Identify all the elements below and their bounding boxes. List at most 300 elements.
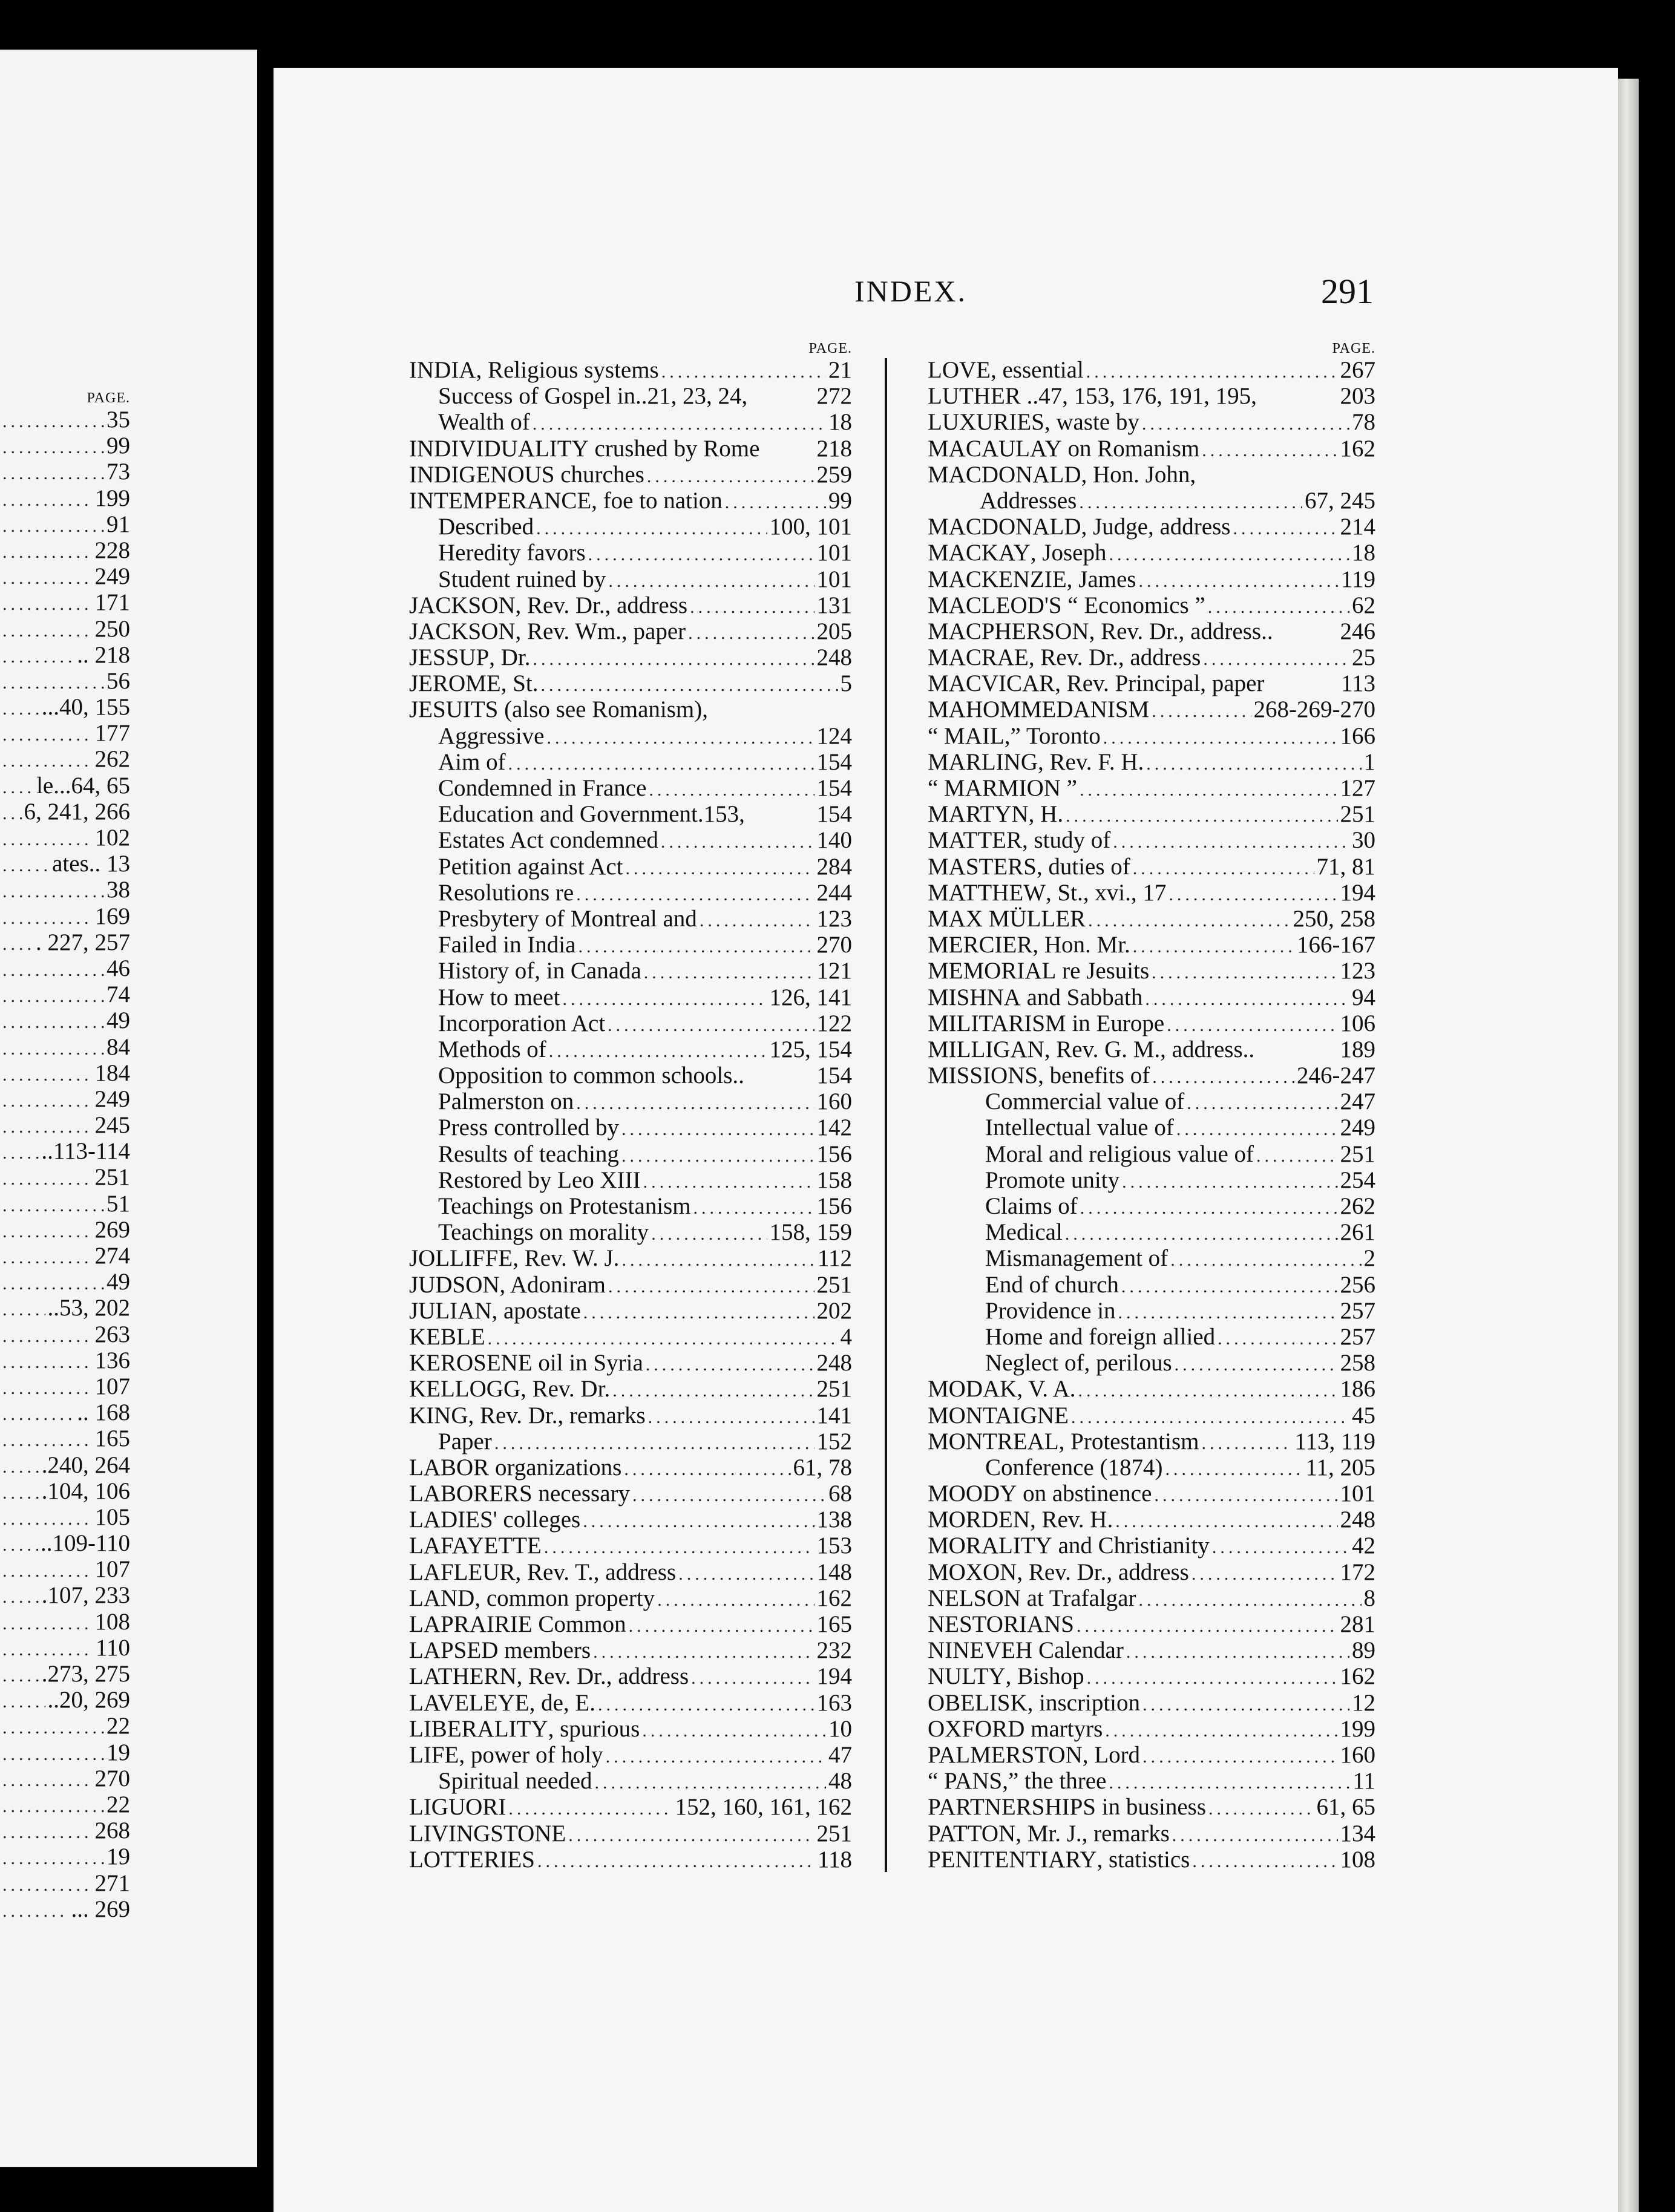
- entry-label: [409, 436, 759, 462]
- index-column-middle: [409, 340, 852, 1873]
- fragment-text: .. 218: [77, 641, 130, 668]
- index-entry: [409, 696, 852, 722]
- index-entry-fragment: [0, 981, 130, 1007]
- index-entry-fragment: [0, 1765, 130, 1792]
- entry-text: , V. A.: [1017, 1376, 1076, 1402]
- entry-heading: LAFLEUR: [409, 1559, 516, 1585]
- index-entry: [409, 409, 852, 435]
- index-entry-fragment: [0, 1399, 130, 1425]
- fragment-text: 263: [94, 1321, 130, 1347]
- fragment-text: 169: [94, 903, 130, 929]
- entry-label: [409, 488, 723, 514]
- index-entry: [409, 984, 852, 1010]
- fragment-text: 136: [94, 1347, 130, 1373]
- entry-label: [928, 1663, 1084, 1689]
- entry-page-ref: 160: [816, 1088, 852, 1115]
- dot-leader: [2, 1819, 93, 1844]
- index-entry: [928, 1219, 1375, 1245]
- dot-leader: [1172, 1822, 1338, 1847]
- index-entry-fragment: [0, 563, 130, 589]
- fragment-text: 107: [94, 1373, 130, 1399]
- entry-text: Success of Gospel in..21, 23, 24,: [438, 383, 748, 410]
- dot-leader: [2, 1532, 38, 1556]
- index-entry-fragment: [0, 1060, 130, 1086]
- fragment-text: 108: [94, 1608, 130, 1635]
- entry-text: Presbytery of Montreal and: [438, 905, 697, 932]
- entry-page-ref: 251: [816, 1820, 852, 1847]
- entry-text: , St.: [500, 670, 539, 697]
- entry-heading: MILITARISM: [928, 1010, 1066, 1036]
- dot-leader: [1118, 1300, 1338, 1324]
- index-entry-fragment: [0, 1635, 130, 1661]
- entry-text: , duties of: [1036, 853, 1130, 880]
- entry-heading: PALMERSTON: [928, 1741, 1083, 1768]
- index-entry: [409, 1036, 852, 1062]
- fragment-text: 251: [94, 1164, 130, 1191]
- entry-text: Student ruined by: [438, 566, 606, 592]
- dot-leader: [533, 411, 826, 435]
- index-entry-fragment: [0, 746, 130, 772]
- entry-text: necessary: [532, 1481, 631, 1507]
- index-entry: [928, 1507, 1375, 1533]
- entry-text: (also see Romanism),: [498, 696, 708, 723]
- dot-leader: [1087, 1665, 1338, 1689]
- entry-label: [409, 1114, 619, 1140]
- entry-text: and Christianity: [1052, 1533, 1210, 1559]
- index-entry: [409, 1245, 852, 1271]
- dot-leader: [2, 1637, 93, 1661]
- entry-text: , Religious systems: [476, 357, 659, 383]
- dot-leader: [1138, 568, 1338, 592]
- entry-heading: “ PANS: [928, 1768, 1003, 1795]
- entry-heading: MASTERS: [928, 853, 1037, 880]
- entry-text: , common property: [474, 1585, 655, 1611]
- index-entry: [928, 1847, 1375, 1873]
- dot-leader: [649, 777, 814, 801]
- entry-label: [928, 1533, 1210, 1559]
- entry-label: [409, 1324, 485, 1350]
- dot-leader: [1088, 908, 1290, 932]
- dot-leader: [2, 1245, 93, 1269]
- index-entry-fragment: [0, 668, 130, 694]
- entry-page-ref: 154: [816, 801, 852, 828]
- dot-leader: [657, 1587, 814, 1611]
- fragment-text: 262: [94, 746, 130, 773]
- index-entry: [409, 1402, 852, 1428]
- index-entry: [409, 827, 852, 853]
- entry-text: How to meet: [438, 984, 560, 1010]
- dot-leader: [2, 1689, 45, 1713]
- index-entry: [409, 854, 852, 880]
- entry-page-ref: 134: [1340, 1820, 1375, 1847]
- entry-page-ref: 1: [1363, 748, 1375, 775]
- dot-leader: [621, 1116, 815, 1140]
- entry-text: Aggressive: [438, 722, 545, 749]
- entry-text: , St., xvi., 17: [1045, 879, 1167, 906]
- dot-leader: [1169, 882, 1337, 906]
- index-entry: [928, 906, 1375, 932]
- index-entry: [409, 1585, 852, 1611]
- fragment-text: 91: [107, 511, 130, 537]
- entry-page-ref: 248: [816, 1350, 852, 1376]
- index-entry: [928, 1559, 1375, 1585]
- index-entry: [409, 1663, 852, 1689]
- entry-page-ref: 125, 154: [769, 1036, 852, 1062]
- entry-label: [409, 932, 575, 958]
- dot-leader: [540, 672, 838, 696]
- index-entry: [928, 984, 1375, 1010]
- index-entry: [928, 592, 1375, 618]
- entry-page-ref: 154: [816, 1062, 852, 1089]
- entry-heading: JEROME: [409, 670, 501, 697]
- entry-text: crushed by Rome: [588, 435, 760, 462]
- entry-page-ref: 249: [1340, 1114, 1375, 1141]
- index-entry-fragment: [0, 1452, 130, 1478]
- dot-leader: [1133, 934, 1294, 958]
- entry-page-ref: 166-167: [1297, 932, 1375, 958]
- fragment-text: ... 269: [71, 1896, 130, 1922]
- entry-label: [928, 1298, 1116, 1324]
- entry-heading: “ MARMION: [928, 775, 1061, 801]
- entry-text: re Jesuits: [1056, 958, 1150, 984]
- entry-page-ref: 254: [1340, 1167, 1375, 1193]
- entry-label: [409, 1559, 676, 1585]
- entry-label: [928, 1245, 1168, 1271]
- dot-leader: [1152, 960, 1337, 984]
- dot-leader: [588, 542, 815, 566]
- fragment-text: 250: [94, 615, 130, 642]
- entry-label: [409, 906, 697, 932]
- dot-leader: [1071, 1404, 1349, 1428]
- index-entry: [928, 1663, 1375, 1689]
- dot-leader: [1113, 829, 1349, 853]
- dot-leader: [1208, 594, 1349, 618]
- entry-label: [928, 1794, 1206, 1820]
- dot-leader: [725, 489, 826, 514]
- entry-page-ref: 11, 205: [1305, 1454, 1375, 1481]
- fragment-text: ...40, 155: [41, 694, 130, 721]
- index-entry-fragment: [0, 1373, 130, 1399]
- entry-label: [409, 1611, 626, 1637]
- dot-leader: [2, 1558, 93, 1582]
- dot-leader: [1080, 1195, 1338, 1219]
- index-entry: [409, 1350, 852, 1376]
- entry-label: [409, 1637, 591, 1663]
- entry-page-ref: 18: [1352, 540, 1375, 566]
- fragment-text: 74: [107, 981, 130, 1008]
- entry-label: [928, 1272, 1119, 1298]
- entry-label: [928, 1114, 1174, 1140]
- dot-leader: [508, 1796, 672, 1820]
- entry-page-ref: 118: [817, 1846, 852, 1873]
- entry-page-ref: 101: [816, 540, 852, 566]
- entry-text: ,” Toronto: [1004, 722, 1101, 749]
- entry-heading: INDIVIDUALITY: [409, 435, 589, 462]
- index-entry: [928, 1794, 1375, 1820]
- entry-text: Education and Government.153,: [438, 801, 745, 828]
- dot-leader: [546, 725, 814, 749]
- entry-page-ref: 156: [816, 1193, 852, 1219]
- entry-label: [928, 723, 1101, 749]
- dot-leader: [1218, 1326, 1337, 1350]
- dot-leader: [1146, 751, 1361, 775]
- dot-leader: [508, 751, 815, 775]
- index-entry: [928, 1062, 1375, 1088]
- entry-page-ref: 45: [1352, 1402, 1375, 1428]
- index-entry: [928, 1141, 1375, 1167]
- dot-leader: [2, 1898, 69, 1922]
- dot-leader: [1126, 1639, 1349, 1663]
- entry-text: Resolutions re: [438, 879, 574, 906]
- entry-text: ”: [1060, 775, 1077, 801]
- fragment-text: 6, 241, 266: [24, 798, 130, 825]
- entry-page-ref: 262: [1340, 1193, 1375, 1219]
- entry-text: and Sabbath: [1020, 984, 1143, 1010]
- dot-leader: [2, 1323, 93, 1347]
- index-entry-fragment: [0, 929, 130, 955]
- index-entry: [409, 462, 852, 488]
- entry-label: [928, 1611, 1074, 1637]
- dot-leader: [2, 670, 104, 694]
- index-entry: [409, 1062, 852, 1088]
- dot-leader: [576, 882, 814, 906]
- fragment-text: 271: [94, 1870, 130, 1896]
- entry-page-ref: 194: [816, 1663, 852, 1690]
- dot-leader: [1078, 1378, 1338, 1402]
- fragment-text: 269: [94, 1216, 130, 1243]
- entry-page-ref: 94: [1352, 984, 1375, 1010]
- dot-leader: [544, 1534, 815, 1559]
- entry-heading: NESTORIANS: [928, 1611, 1074, 1637]
- entry-text: Addresses: [980, 487, 1077, 514]
- entry-text: ,” the three: [1002, 1768, 1107, 1795]
- entry-page-ref: 270: [816, 932, 852, 958]
- dot-leader: [1121, 1274, 1338, 1298]
- fragment-text: 110: [95, 1634, 130, 1661]
- dot-leader: [2, 1219, 93, 1243]
- entry-label: [409, 1036, 546, 1062]
- index-entry: [409, 1507, 852, 1533]
- index-entry: [928, 566, 1375, 592]
- entry-label: [409, 1428, 492, 1454]
- page-number: 291: [1321, 272, 1374, 311]
- entry-text: Aim of: [438, 748, 506, 775]
- entry-label: [409, 958, 641, 984]
- dot-leader: [1138, 1587, 1361, 1611]
- index-entry: [928, 723, 1375, 749]
- dot-leader: [1212, 1534, 1349, 1559]
- dot-leader: [2, 460, 104, 485]
- entry-label: [409, 984, 560, 1010]
- entry-page-ref: 68: [828, 1481, 852, 1507]
- entry-page-ref: 163: [816, 1689, 852, 1716]
- entry-page-ref: 141: [816, 1402, 852, 1428]
- fragment-text: .107, 233: [41, 1582, 130, 1609]
- dot-leader: [2, 748, 93, 772]
- entry-heading: MATTHEW: [928, 879, 1046, 906]
- entry-page-ref: 284: [816, 853, 852, 880]
- index-entry: [928, 1821, 1375, 1847]
- fragment-text: ..20, 269: [47, 1687, 130, 1713]
- entry-heading: MACKENZIE: [928, 566, 1067, 592]
- index-entry-fragment: [0, 1164, 130, 1190]
- entry-heading: LATHERN: [409, 1663, 517, 1690]
- entry-text: , Rev. W. J.: [513, 1245, 620, 1272]
- entry-label: [928, 1010, 1164, 1036]
- index-entry-fragment: [0, 851, 130, 877]
- entry-label: [409, 1821, 566, 1847]
- page-edge-stack: [1618, 79, 1639, 2212]
- entry-text: Petition against Act: [438, 853, 623, 880]
- entry-heading: MOODY: [928, 1481, 1017, 1507]
- entry-heading: JULIAN: [409, 1297, 492, 1324]
- entry-label: [409, 1481, 630, 1507]
- index-entry: [409, 749, 852, 775]
- fragment-text: 19: [107, 1739, 130, 1765]
- entry-label: [928, 409, 1139, 435]
- index-entry: [928, 1637, 1375, 1663]
- index-entry: [409, 436, 852, 462]
- index-entry-fragment: [0, 459, 130, 485]
- left-index-fragment: [0, 390, 130, 1922]
- dot-leader: [647, 463, 815, 488]
- dot-leader: [2, 1036, 104, 1060]
- entry-label: [409, 854, 623, 880]
- entry-text: , Rev. F. H.: [1038, 748, 1144, 775]
- entry-heading: NULTY: [928, 1663, 1006, 1690]
- entry-label: [409, 1663, 689, 1689]
- dot-leader: [2, 1375, 93, 1399]
- entry-heading: MOXON: [928, 1559, 1017, 1585]
- entry-page-ref: 257: [1340, 1323, 1375, 1350]
- dot-leader: [2, 696, 39, 720]
- entry-page-ref: 61, 65: [1316, 1794, 1375, 1821]
- fragment-text: 184: [94, 1059, 130, 1086]
- fragment-text: .273, 275: [41, 1661, 130, 1687]
- entry-heading: MARLING: [928, 748, 1038, 775]
- index-entry: [928, 880, 1375, 906]
- dot-leader: [691, 1665, 814, 1689]
- entry-label: [928, 1428, 1199, 1454]
- entry-label: [928, 1376, 1076, 1402]
- entry-label: [409, 592, 687, 618]
- entry-heading: LAVELEYE: [409, 1689, 529, 1716]
- index-entry-fragment: [0, 773, 130, 799]
- entry-label: [928, 958, 1149, 984]
- entry-heading: JACKSON: [409, 618, 516, 644]
- fragment-text: ates.. 13: [52, 851, 130, 877]
- entry-heading: MEMORIAL: [928, 958, 1057, 984]
- entry-page-ref: 186: [1340, 1376, 1375, 1402]
- index-entry-fragment: [0, 1478, 130, 1504]
- dot-leader: [646, 1352, 815, 1376]
- dot-leader: [608, 568, 814, 592]
- index-entry: [928, 1585, 1375, 1611]
- dot-leader: [2, 722, 93, 746]
- dot-leader: [2, 1872, 93, 1896]
- index-entry: [409, 958, 852, 984]
- dot-leader: [629, 1613, 815, 1637]
- entry-text: Opposition to common schools..: [438, 1062, 744, 1089]
- entry-label: [928, 462, 1196, 488]
- entry-text: , Mr. J., remarks: [1015, 1820, 1170, 1847]
- entry-heading: JESUITS: [409, 696, 499, 723]
- entry-heading: LAND: [409, 1585, 475, 1611]
- entry-page-ref: 251: [1340, 801, 1375, 828]
- dot-leader: [1086, 359, 1338, 383]
- index-entry-fragment: [0, 511, 130, 537]
- entry-label: [928, 854, 1130, 880]
- index-entry: [928, 1742, 1375, 1768]
- entry-page-ref: 101: [1340, 1481, 1375, 1507]
- entry-page-ref: 202: [816, 1297, 852, 1324]
- entry-page-ref: 166: [1340, 722, 1375, 749]
- entry-text: , Rev. Dr., address: [1028, 644, 1201, 671]
- entry-page-ref: 124: [816, 722, 852, 749]
- index-entry: [928, 1245, 1375, 1271]
- entry-page-ref: 251: [1340, 1140, 1375, 1167]
- entry-page-ref: 154: [816, 748, 852, 775]
- index-entry: [409, 1611, 852, 1637]
- entry-label: [409, 1062, 744, 1088]
- entry-text: Press controlled by: [438, 1114, 619, 1141]
- fragment-text: 165: [94, 1425, 130, 1452]
- entry-text: , Rev. G. M., address..: [1044, 1036, 1255, 1062]
- dot-leader: [1203, 646, 1349, 670]
- index-entry-fragment: [0, 1556, 130, 1582]
- index-entry: [409, 801, 852, 827]
- entry-text: Promote unity: [985, 1167, 1120, 1193]
- index-entry: [928, 514, 1375, 540]
- index-entry: [928, 775, 1375, 801]
- dot-leader: [1079, 489, 1302, 514]
- index-entry: [928, 1350, 1375, 1376]
- entry-page-ref: 205: [816, 618, 852, 644]
- entry-heading: KEROSENE: [409, 1350, 533, 1376]
- entry-heading: MACDONALD: [928, 514, 1081, 540]
- index-entry: [409, 932, 852, 958]
- entry-label: [409, 357, 659, 383]
- entry-label: [409, 1376, 610, 1402]
- index-entry: [409, 723, 852, 749]
- dot-leader: [608, 1274, 814, 1298]
- entry-heading: LIVINGSTONE: [409, 1820, 566, 1847]
- index-entry: [928, 854, 1375, 880]
- entry-heading: LIFE: [409, 1741, 459, 1768]
- running-header-title: INDEX.: [854, 274, 968, 308]
- entry-heading: JACKSON: [409, 592, 516, 618]
- entry-text: Teachings on morality: [438, 1219, 649, 1246]
- index-entry-fragment: [0, 877, 130, 903]
- index-entry: [409, 1167, 852, 1193]
- dot-leader: [2, 487, 93, 511]
- entry-heading: MACRAE: [928, 644, 1029, 671]
- entry-page-ref: 152: [816, 1428, 852, 1454]
- entry-text: Condemned in France: [438, 775, 647, 801]
- dot-leader: [578, 934, 814, 958]
- entry-heading: MACPHERSON: [928, 618, 1089, 644]
- index-entry: [409, 383, 852, 409]
- dot-leader: [2, 434, 104, 459]
- entry-text: Failed in India: [438, 932, 576, 958]
- entry-page-ref: 30: [1352, 827, 1375, 854]
- entry-page-ref: 67, 245: [1305, 487, 1375, 514]
- fragment-text: 38: [107, 877, 130, 903]
- entry-page-ref: 154: [816, 775, 852, 801]
- dot-leader: [2, 852, 50, 877]
- entry-text: , H.: [1028, 801, 1064, 828]
- entry-label: [409, 1193, 691, 1219]
